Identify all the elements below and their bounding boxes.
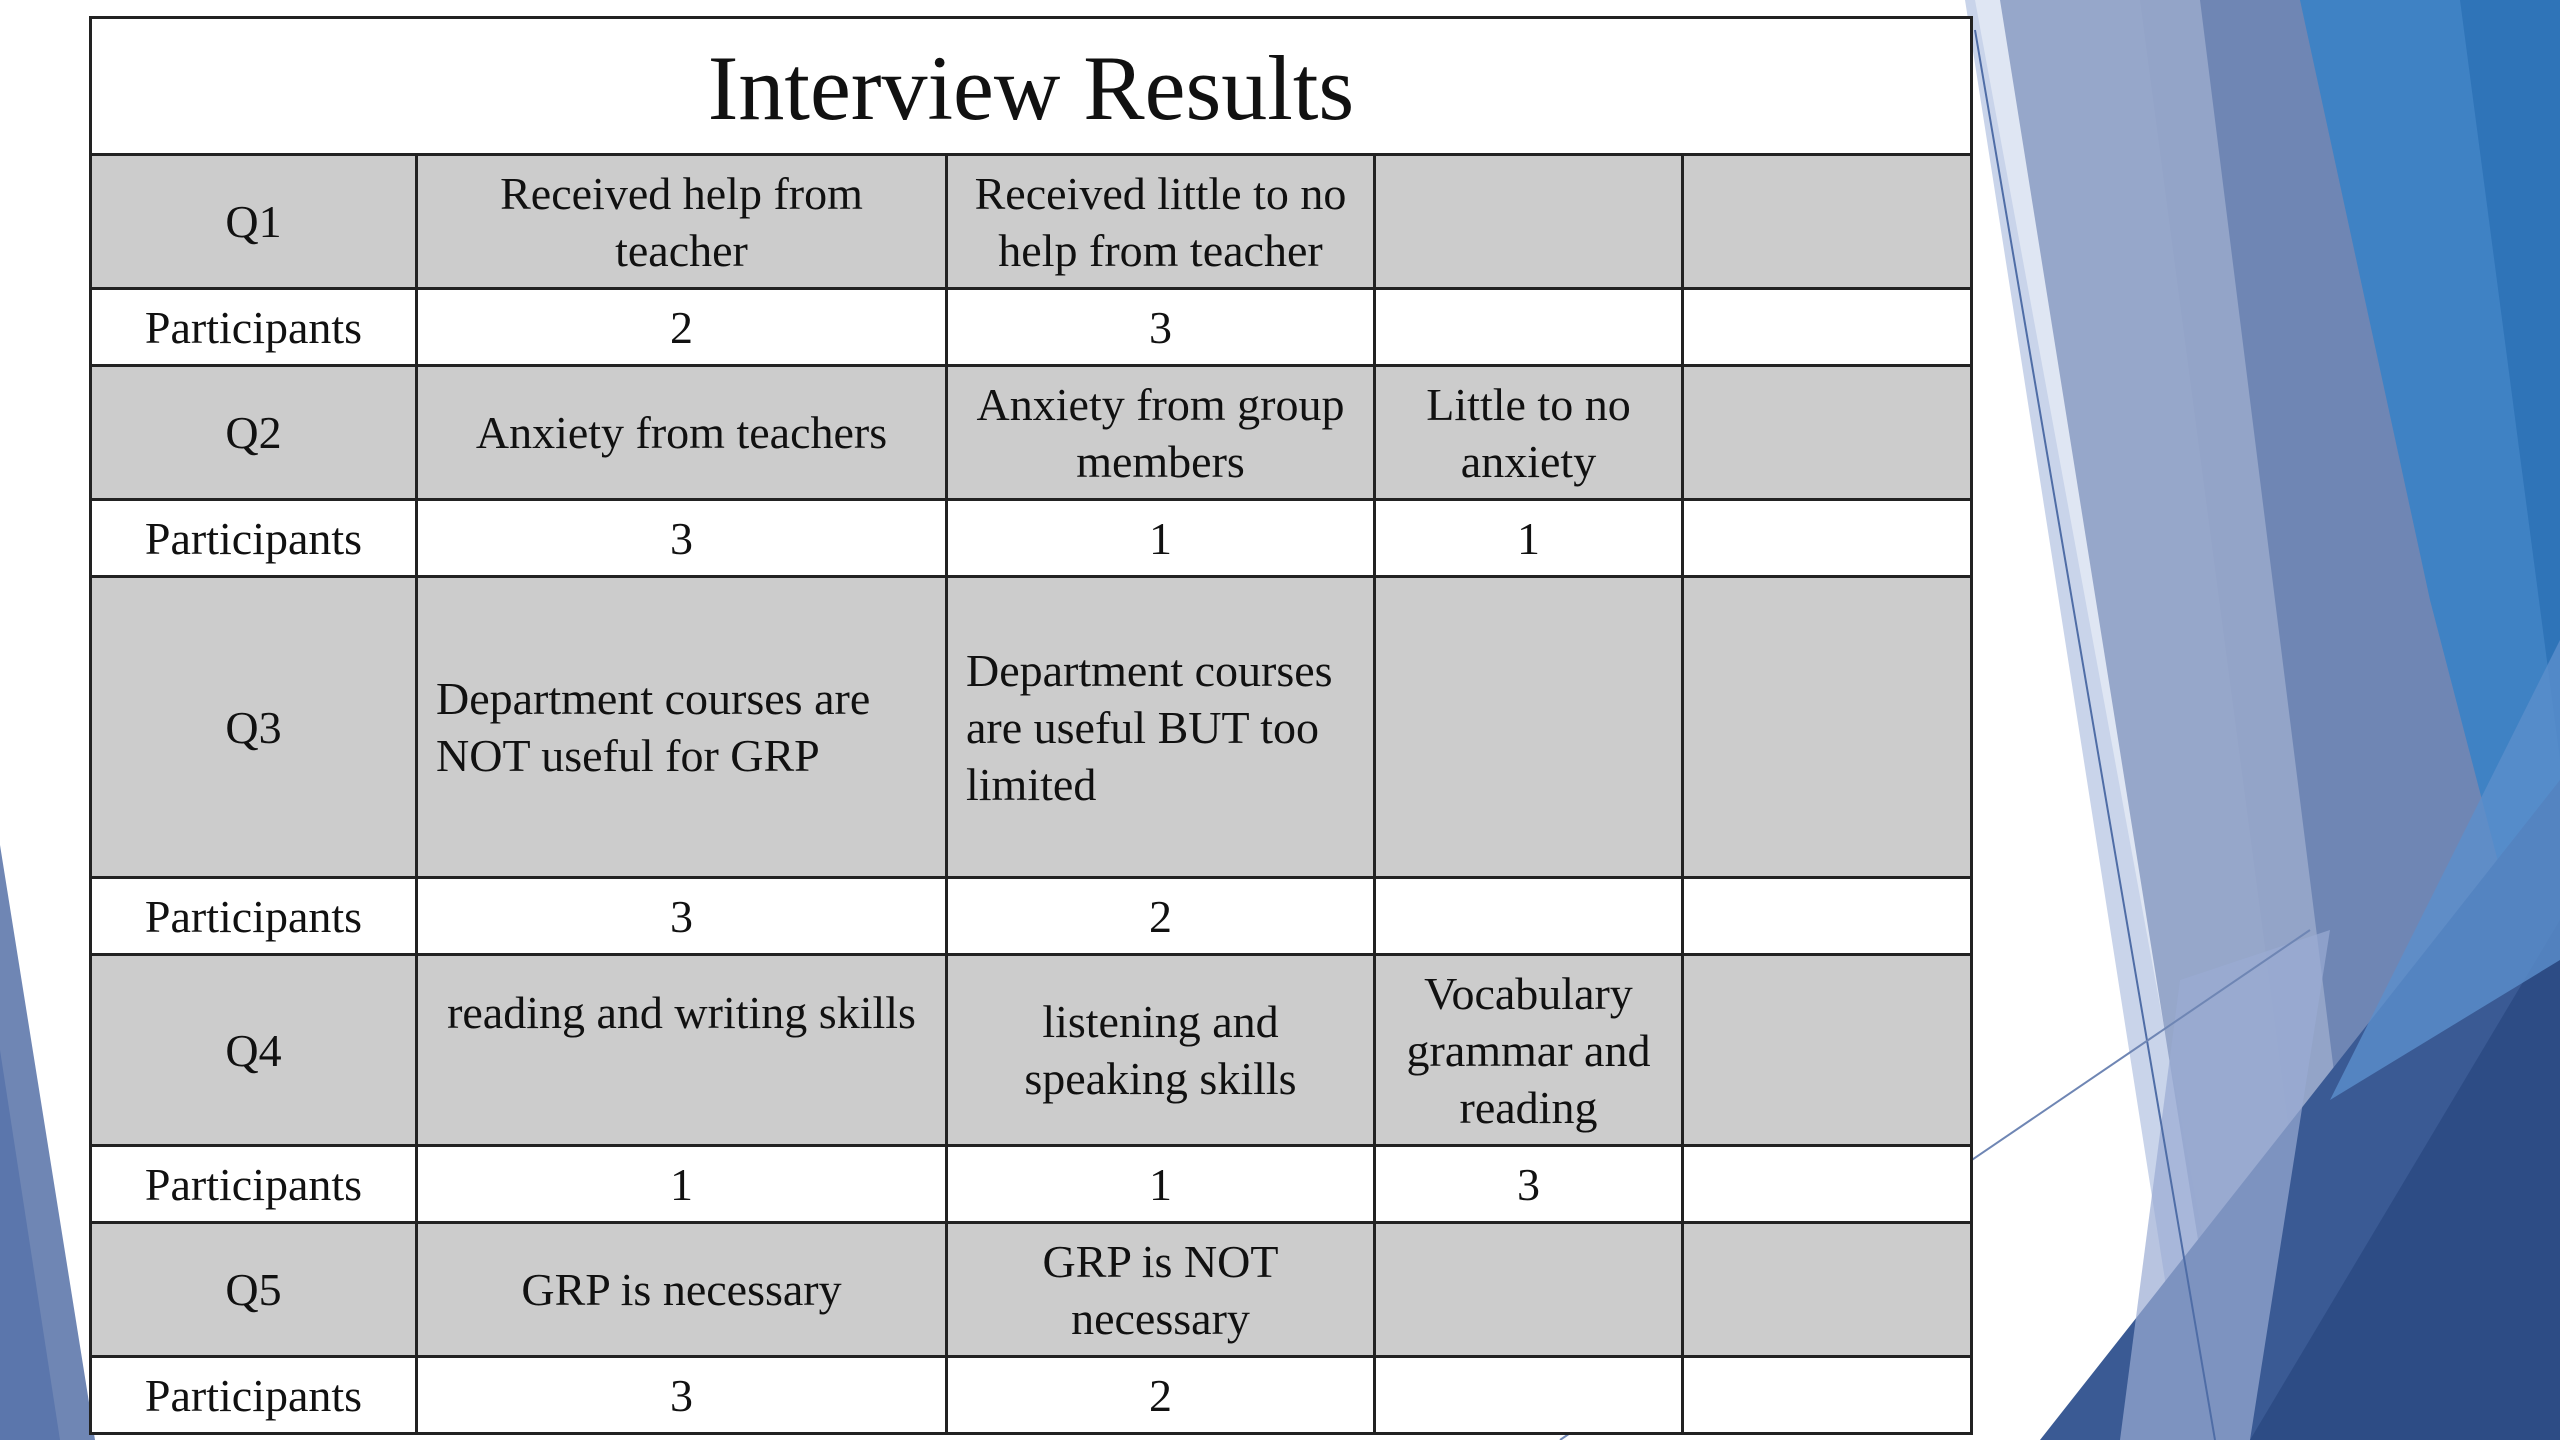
participant-count: 2 (947, 878, 1375, 955)
participant-count: 3 (417, 878, 947, 955)
answer-cell (1683, 366, 1972, 500)
participants-row-q3 (91, 878, 1972, 955)
answer-cell: Little to no anxiety (1375, 366, 1683, 500)
participant-count: 1 (947, 500, 1375, 577)
question-row-q1 (91, 155, 1972, 289)
participant-count: 1 (1375, 500, 1683, 577)
participant-count (1683, 1146, 1972, 1223)
answer-cell: Received help from teacher (417, 155, 947, 289)
answer-cell: listening and speaking skills (947, 955, 1375, 1146)
question-label-q2: Q2 (91, 366, 417, 500)
interview-results-table (89, 16, 1973, 1435)
participant-count (1683, 500, 1972, 577)
participant-count: 3 (1375, 1146, 1683, 1223)
question-row-q4 (91, 955, 1972, 1146)
answer-cell (1375, 577, 1683, 878)
answer-cell (1683, 155, 1972, 289)
answer-cell (1683, 577, 1972, 878)
question-label-q3: Q3 (91, 577, 417, 878)
answer-cell (1683, 955, 1972, 1146)
question-row-q5 (91, 1223, 1972, 1357)
answer-cell (1375, 1223, 1683, 1357)
participant-count (1375, 878, 1683, 955)
question-label-q4: Q4 (91, 955, 417, 1146)
participant-count: 2 (947, 1357, 1375, 1434)
answer-cell: Anxiety from group members (947, 366, 1375, 500)
participant-count: 1 (947, 1146, 1375, 1223)
participant-count (1375, 1357, 1683, 1434)
participant-count: 3 (947, 289, 1375, 366)
answer-cell: GRP is NOT necessary (947, 1223, 1375, 1357)
question-row-q2 (91, 366, 1972, 500)
participant-count: 3 (417, 500, 947, 577)
participant-count (1683, 878, 1972, 955)
answer-cell: reading and writing skills (417, 955, 947, 1146)
participants-label: Participants (91, 289, 417, 366)
participants-row-q2 (91, 500, 1972, 577)
participant-count: 3 (417, 1357, 947, 1434)
question-row-q3 (91, 577, 1972, 878)
answer-cell: Anxiety from teachers (417, 366, 947, 500)
answer-cell: GRP is necessary (417, 1223, 947, 1357)
participants-label: Participants (91, 500, 417, 577)
answer-cell: Vocabulary grammar and reading (1375, 955, 1683, 1146)
question-label-q1: Q1 (91, 155, 417, 289)
participants-label: Participants (91, 1146, 417, 1223)
participant-count: 1 (417, 1146, 947, 1223)
participants-label: Participants (91, 1357, 417, 1434)
table-title: Interview Results (91, 18, 1972, 155)
answer-cell: Department courses are useful BUT too limited (947, 577, 1375, 878)
participants-row-q5 (91, 1357, 1972, 1434)
answer-cell: Received little to no help from teacher (947, 155, 1375, 289)
title-row (91, 18, 1972, 155)
answer-cell (1375, 155, 1683, 289)
answer-cell (1683, 1223, 1972, 1357)
participants-label: Participants (91, 878, 417, 955)
participants-row-q4 (91, 1146, 1972, 1223)
participant-count (1683, 1357, 1972, 1434)
participant-count: 2 (417, 289, 947, 366)
participants-row-q1 (91, 289, 1972, 366)
answer-cell: Department courses are NOT useful for GRP (417, 577, 947, 878)
question-label-q5: Q5 (91, 1223, 417, 1357)
participant-count (1683, 289, 1972, 366)
participant-count (1375, 289, 1683, 366)
